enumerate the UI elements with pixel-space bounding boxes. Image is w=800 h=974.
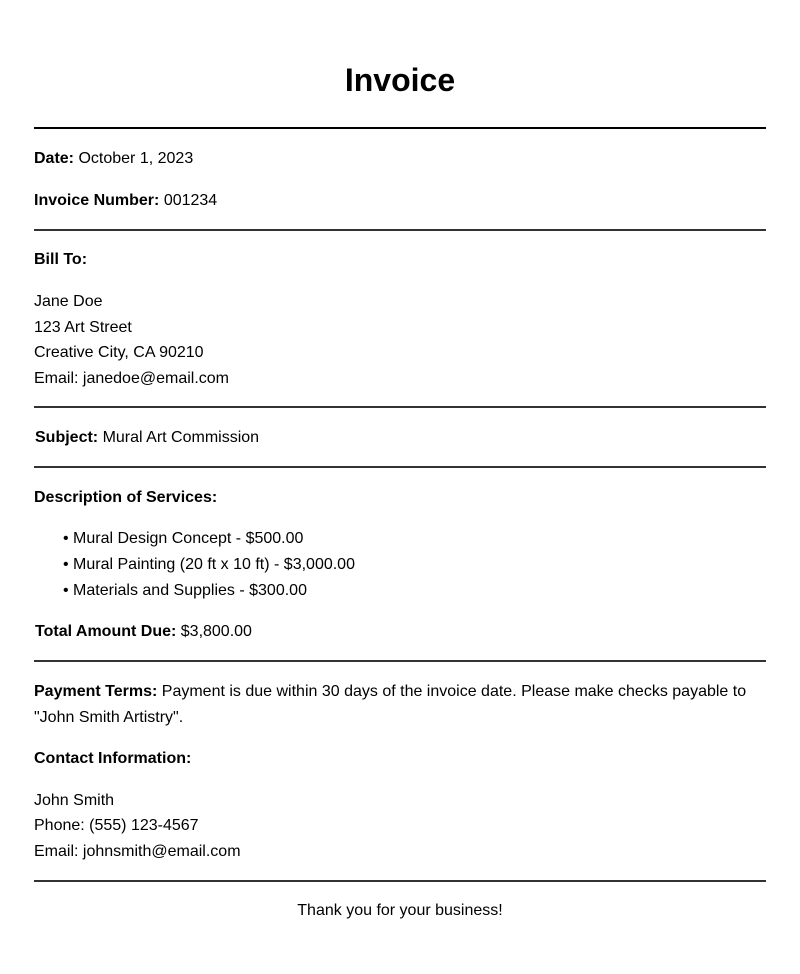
divider xyxy=(34,466,766,468)
subject xyxy=(35,425,767,451)
divider xyxy=(34,127,766,129)
services-heading: Description of Services: xyxy=(34,489,218,506)
service-item: • Materials and Supplies - $300.00 xyxy=(63,582,307,599)
total-label: Total Amount Due: xyxy=(35,623,177,640)
divider xyxy=(34,660,766,662)
subject-label: Subject: xyxy=(35,429,99,446)
date-label: Date: xyxy=(34,150,75,167)
invoice-title: Invoice xyxy=(344,62,456,98)
service-item: • Mural Painting (20 ft x 10 ft) - $3,000.00 xyxy=(63,556,355,573)
bill-to-email: Email: janedoe@email.com xyxy=(34,370,229,387)
payment-terms xyxy=(34,679,764,731)
footer-thank-you: Thank you for your business! xyxy=(297,902,503,919)
bill-to-street: 123 Art Street xyxy=(34,319,132,336)
divider xyxy=(34,406,766,408)
date-value: October 1, 2023 xyxy=(78,150,194,167)
bill-to-heading: Bill To: xyxy=(34,251,88,268)
invoice-number xyxy=(34,188,766,214)
contact-phone: Phone: (555) 123-4567 xyxy=(34,817,199,834)
service-item: • Mural Design Concept - $500.00 xyxy=(63,530,304,547)
invoice-date xyxy=(34,146,766,172)
divider xyxy=(34,229,766,231)
invoice-number-value: 001234 xyxy=(163,192,218,209)
contact-email: Email: johnsmith@email.com xyxy=(34,843,241,860)
bill-to-city: Creative City, CA 90210 xyxy=(34,344,204,361)
total-value: $3,800.00 xyxy=(180,623,252,640)
contact-name: John Smith xyxy=(34,792,115,809)
divider xyxy=(34,880,766,882)
total-amount xyxy=(35,619,767,645)
invoice-number-label: Invoice Number: xyxy=(34,192,160,209)
bill-to-name: Jane Doe xyxy=(34,293,103,310)
payment-terms-value: Payment is due within 30 days of the invoice date. Please make checks payable to "John Smith Artistry". xyxy=(34,683,747,726)
contact-heading: Contact Information: xyxy=(34,750,192,767)
payment-terms-label: Payment Terms: xyxy=(34,683,158,700)
subject-value: Mural Art Commission xyxy=(102,429,260,446)
